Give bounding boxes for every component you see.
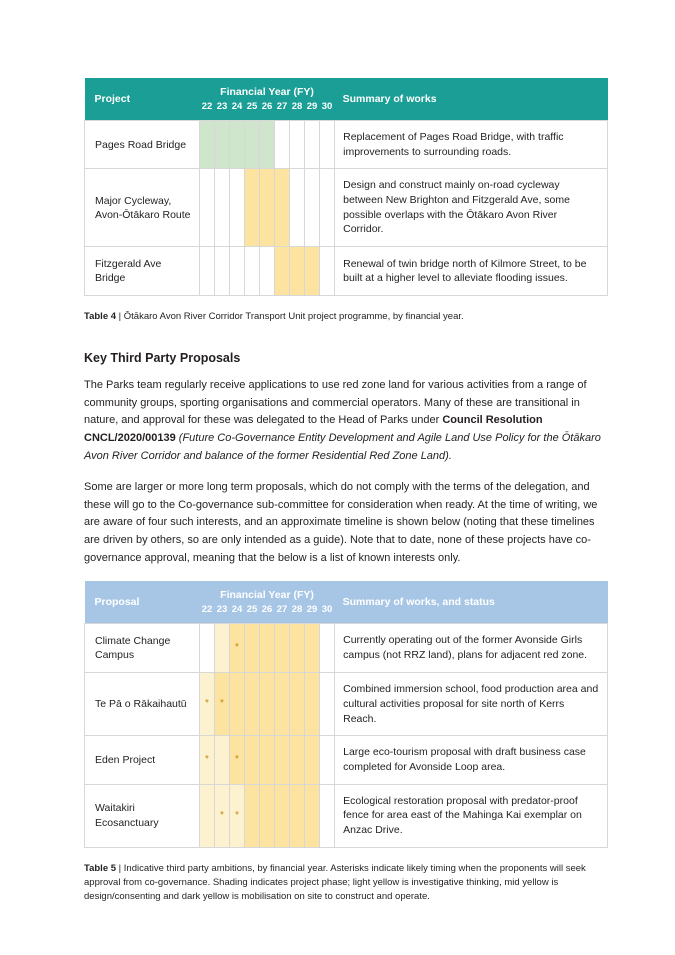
row-label: Major Cycleway, Avon-Ōtākaro Route	[85, 169, 200, 247]
year-header: 29	[305, 101, 320, 121]
caption-label: Table 4	[84, 311, 117, 323]
row-summary: Ecological restoration proposal with predator-proof fence for area east of the Mahinga Kai exemplar on Anzac Drive.	[335, 784, 608, 847]
timeline-cell	[215, 247, 230, 296]
timeline-cell	[320, 736, 335, 784]
timeline-cell: *	[230, 623, 245, 672]
table-row	[85, 784, 608, 847]
row-label: Eden Project	[85, 736, 200, 784]
table-header	[85, 581, 608, 624]
year-header: 27	[275, 101, 290, 121]
column-header-project: Project	[85, 78, 200, 121]
year-header: 23	[215, 604, 230, 624]
timeline-cell	[290, 784, 305, 847]
timeline-cell	[260, 247, 275, 296]
timeline-cell: *	[215, 784, 230, 847]
timeline-cell	[305, 121, 320, 169]
timeline-cell	[320, 623, 335, 672]
timeline-cell	[275, 736, 290, 784]
timeline-cell	[245, 736, 260, 784]
timeline-cell: *	[230, 736, 245, 784]
timeline-cell	[320, 169, 335, 247]
timeline-cell	[260, 673, 275, 736]
timeline-cell	[305, 623, 320, 672]
timeline-cell	[290, 247, 305, 296]
year-header: 22	[200, 101, 215, 121]
paragraph-text: The Parks team regularly receive applications to use red zone land for various activities from a range of community groups, sporting organisations and commercial operators. Many of these are transitional in nature, and approval for these was delegated to the Head of Parks under	[84, 378, 587, 427]
timeline-cell	[245, 673, 260, 736]
timeline-cell: *	[200, 736, 215, 784]
timeline-cell	[320, 121, 335, 169]
timeline-cell	[200, 247, 215, 296]
row-label: Pages Road Bridge	[85, 121, 200, 169]
table-row	[85, 169, 608, 247]
timeline-cell	[200, 784, 215, 847]
row-summary: Large eco-tourism proposal with draft business case completed for Avonside Loop area.	[335, 736, 608, 784]
timeline-cell: *	[215, 673, 230, 736]
year-header: 28	[290, 101, 305, 121]
year-header: 24	[230, 604, 245, 624]
row-summary: Renewal of twin bridge north of Kilmore Street, to be built at a higher level to alleviate flooding issues.	[335, 247, 608, 296]
row-summary: Design and construct mainly on-road cycleway between New Brighton and Fitzgerald Ave, some possible overlaps with the Ōtākaro Avon River Corridor.	[335, 169, 608, 247]
timeline-cell	[200, 623, 215, 672]
table-4-caption	[84, 310, 607, 324]
table-row	[85, 623, 608, 672]
timeline-cell: *	[230, 784, 245, 847]
timeline-cell	[230, 121, 245, 169]
timeline-cell	[290, 736, 305, 784]
council-resolution-reference: Council Resolution CNCL/2020/00139	[84, 414, 543, 445]
paragraph-delegation	[84, 377, 607, 466]
paragraph-proposals: Some are larger or more long term proposals, which do not comply with the terms of the delegation, and these will go to the Co-governance sub-committee for consideration when ready. At the time of writing, we are aware of four such interests, and an approximate timeline is shown below (noting that these timelines are driven by others, so are only intended as a guide). Note that to date, none of these projects have co-governance approval, meaning that the below is a list of known interests only.	[84, 480, 598, 565]
timeline-cell	[200, 169, 215, 247]
year-header: 28	[290, 604, 305, 624]
table-transport-programme	[84, 78, 608, 296]
timeline-cell	[260, 623, 275, 672]
table-row	[85, 673, 608, 736]
timeline-cell	[215, 623, 230, 672]
table-third-party-proposals	[84, 581, 608, 848]
table-header	[85, 78, 608, 121]
timeline-cell	[260, 121, 275, 169]
column-header-summary-status: Summary of works, and status	[335, 581, 608, 624]
timeline-cell	[260, 736, 275, 784]
timeline-cell	[320, 784, 335, 847]
table-row	[85, 121, 608, 169]
timeline-cell	[245, 247, 260, 296]
section-heading: Key Third Party Proposals	[84, 350, 241, 365]
caption-text: | Indicative third party ambitions, by financial year. Asterisks indicate likely timing when the proponents will seek approval from co-governance. Shading indicates project phase; light yellow is investigative thinking, mid yellow is design/consenting and dark yellow is mobilisation on site to construct and operate.	[84, 862, 586, 903]
year-header: 22	[200, 604, 215, 624]
timeline-cell	[230, 247, 245, 296]
row-summary: Combined immersion school, food production area and cultural activities proposal for site north of Kerrs Reach.	[335, 673, 608, 736]
timeline-cell	[290, 121, 305, 169]
timeline-cell	[245, 169, 260, 247]
column-header-summary: Summary of works	[335, 78, 608, 121]
table-5-caption	[84, 862, 607, 905]
timeline-cell	[305, 784, 320, 847]
timeline-cell	[305, 736, 320, 784]
timeline-cell	[305, 169, 320, 247]
timeline-cell	[290, 673, 305, 736]
row-label: Climate Change Campus	[85, 623, 200, 672]
table-row	[85, 736, 608, 784]
timeline-cell	[275, 784, 290, 847]
year-header: 25	[245, 604, 260, 624]
year-header: 26	[260, 101, 275, 121]
timeline-cell	[275, 169, 290, 247]
caption-text: | Ōtākaro Avon River Corridor Transport Unit project programme, by financial year.	[118, 311, 464, 323]
timeline-cell	[245, 784, 260, 847]
table-row	[85, 247, 608, 296]
year-header: 25	[245, 101, 260, 121]
timeline-cell	[305, 673, 320, 736]
row-label: Waitakiri Ecosanctuary	[85, 784, 200, 847]
timeline-cell	[230, 673, 245, 736]
timeline-cell	[260, 784, 275, 847]
timeline-cell	[275, 673, 290, 736]
row-label: Te Pā o Rākaihautū	[85, 673, 200, 736]
timeline-cell	[245, 121, 260, 169]
year-header: 24	[230, 101, 245, 121]
timeline-cell	[215, 169, 230, 247]
timeline-cell	[230, 169, 245, 247]
year-header: 26	[260, 604, 275, 624]
policy-title: (Future Co-Governance Entity Development and Agile Land Use Policy for the Ōtākaro Avon River Corridor and balance of the former Residential Red Zone Land).	[84, 432, 601, 462]
timeline-cell	[290, 169, 305, 247]
timeline-cell	[200, 121, 215, 169]
year-header: 27	[275, 604, 290, 624]
timeline-cell	[260, 169, 275, 247]
caption-label: Table 5	[84, 862, 117, 874]
timeline-cell	[290, 623, 305, 672]
year-header: 23	[215, 101, 230, 121]
year-header: 29	[305, 604, 320, 624]
row-summary: Replacement of Pages Road Bridge, with traffic improvements to surrounding roads.	[335, 121, 608, 169]
timeline-cell	[275, 623, 290, 672]
timeline-cell	[245, 623, 260, 672]
timeline-cell	[215, 736, 230, 784]
row-summary: Currently operating out of the former Avonside Girls campus (not RRZ land), plans for adjacent red zone.	[335, 623, 608, 672]
timeline-cell	[320, 673, 335, 736]
timeline-cell: *	[200, 673, 215, 736]
row-label: Fitzgerald Ave Bridge	[85, 247, 200, 296]
timeline-cell	[305, 247, 320, 296]
column-header-financial-year: Financial Year (FY)	[200, 581, 335, 604]
timeline-cell	[215, 121, 230, 169]
column-header-proposal: Proposal	[85, 581, 200, 624]
timeline-cell	[275, 121, 290, 169]
year-header: 30	[320, 101, 335, 121]
column-header-financial-year: Financial Year (FY)	[200, 78, 335, 101]
year-header: 30	[320, 604, 335, 624]
timeline-cell	[275, 247, 290, 296]
timeline-cell	[320, 247, 335, 296]
